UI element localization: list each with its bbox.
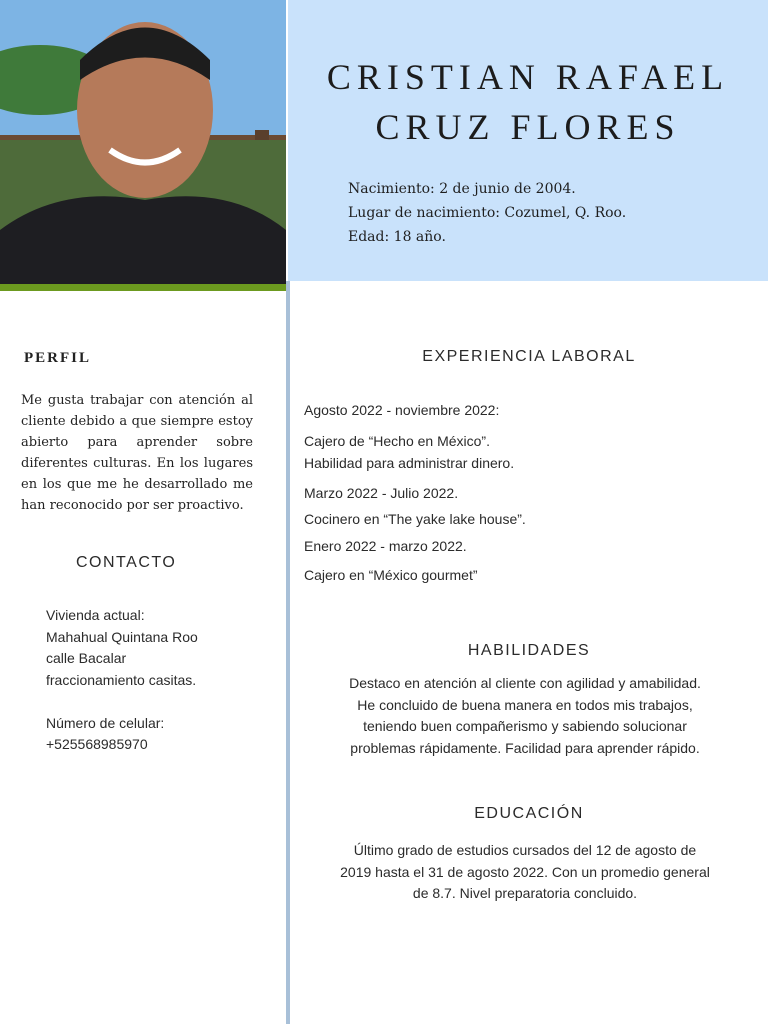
birth-place: Lugar de nacimiento: Cozumel, Q. Roo. xyxy=(348,205,627,221)
exp-job-3: Cajero en “México gourmet” xyxy=(304,567,478,583)
header-panel xyxy=(288,0,768,281)
contacto-title: CONTACTO xyxy=(76,554,177,571)
full-name xyxy=(288,52,768,152)
phone-label: Número de celular: xyxy=(46,714,165,731)
birth-date: Nacimiento: 2 de junio de 2004. xyxy=(348,181,576,197)
name-line-2: CRUZ FLORES xyxy=(375,107,681,147)
exp-period-1: Agosto 2022 - noviembre 2022: xyxy=(304,402,500,418)
perfil-title: PERFIL xyxy=(24,350,92,366)
exp-job-2: Cocinero en “The yake lake house”. xyxy=(304,511,526,527)
contact-line: Vivienda actual: xyxy=(46,607,145,623)
exp-job-1 xyxy=(304,431,514,474)
contact-info xyxy=(46,605,198,756)
perfil-text: Me gusta trabajar con atención al cliente debido a que siempre estoy abierto para aprender sobre diferentes culturas. En los lugares en los que me he desarrollado me han reconocido por ser proactivo. xyxy=(21,393,253,513)
contact-line: calle Bacalar xyxy=(46,650,127,666)
age: Edad: 18 año. xyxy=(348,229,446,245)
exp-period-3: Enero 2022 - marzo 2022. xyxy=(304,538,467,554)
exp-period-2: Marzo 2022 - Julio 2022. xyxy=(304,485,459,501)
profile-photo xyxy=(0,0,286,284)
educacion-title: EDUCACIÓN xyxy=(474,805,584,822)
exp-job-1-title: Cajero de “Hecho en México”. xyxy=(304,433,490,449)
accent-bar xyxy=(0,284,286,291)
habilidades-title: HABILIDADES xyxy=(467,642,591,659)
exp-job-1-skill: Habilidad para administrar dinero. xyxy=(304,454,515,471)
educacion-text: Último grado de estudios cursados del 12 de agosto de 2019 hasta el 31 de agosto 2022. Con un promedio general de 8.7. Nivel preparatoria concluido. xyxy=(340,842,710,901)
personal-info xyxy=(348,177,626,249)
habilidades-text: Destaco en atención al cliente con agilidad y amabilidad. He concluido de buena manera en todos mis trabajos, teniendo buen compañerismo y sabiendo solucionar problemas rápidamente. Facilidad para aprender rápido. xyxy=(349,675,701,756)
contact-line: fraccionamiento casitas. xyxy=(46,671,197,688)
phone-number: +525568985970 xyxy=(46,736,148,752)
profile-photo-illustration xyxy=(0,0,286,284)
experiencia-title: EXPERIENCIA LABORAL xyxy=(422,348,636,365)
contact-line: Mahahual Quintana Roo xyxy=(46,628,198,645)
name-line-1: CRISTIAN RAFAEL xyxy=(326,57,730,97)
